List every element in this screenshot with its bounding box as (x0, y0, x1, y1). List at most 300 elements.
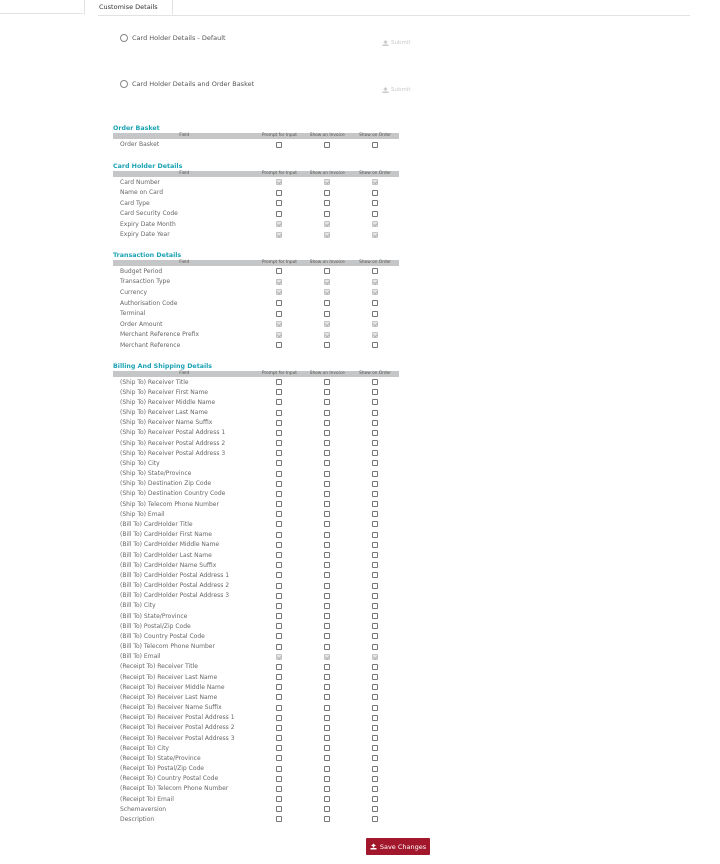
invoice-checkbox (324, 232, 330, 238)
option-with-basket[interactable] (120, 80, 254, 88)
invoice-checkbox (324, 221, 330, 227)
invoice-checkbox[interactable] (324, 389, 330, 395)
prompt-checkbox[interactable] (276, 735, 282, 741)
order-checkbox[interactable] (372, 623, 378, 629)
cell-prompt (256, 221, 304, 227)
column-header-invoice: Show on Invoice (309, 260, 345, 265)
option-default-label: Card Holder Details - Default (132, 34, 226, 42)
prompt-checkbox[interactable] (276, 552, 282, 558)
prompt-checkbox[interactable] (276, 684, 282, 690)
invoice-checkbox[interactable] (324, 552, 330, 558)
order-checkbox[interactable] (372, 389, 378, 395)
invoice-checkbox[interactable] (324, 674, 330, 680)
field-label: (Bill To) CardHolder Middle Name (120, 541, 220, 549)
invoice-checkbox[interactable] (324, 644, 330, 650)
invoice-checkbox[interactable] (324, 694, 330, 700)
prompt-checkbox[interactable] (276, 450, 282, 456)
invoice-checkbox[interactable] (324, 603, 330, 609)
order-checkbox[interactable] (372, 552, 378, 558)
cell-order (351, 471, 399, 477)
invoice-checkbox[interactable] (324, 613, 330, 619)
table-row (113, 298, 399, 309)
order-checkbox[interactable] (372, 460, 378, 466)
prompt-checkbox[interactable] (276, 664, 282, 670)
cell-prompt (256, 450, 304, 456)
order-checkbox[interactable] (372, 572, 378, 578)
field-label: Name on Card (120, 189, 164, 197)
table-row (113, 499, 399, 509)
prompt-checkbox[interactable] (276, 420, 282, 426)
order-checkbox[interactable] (372, 755, 378, 761)
cell-prompt (256, 332, 304, 338)
order-checkbox[interactable] (372, 300, 378, 306)
order-checkbox[interactable] (372, 664, 378, 670)
cell-prompt (256, 232, 304, 238)
cell-order (351, 644, 399, 650)
field-label: Schemaversion (120, 805, 167, 813)
cell-order (351, 583, 399, 589)
invoice-checkbox[interactable] (324, 491, 330, 497)
tab-customise-details[interactable]: Customise Details (84, 0, 173, 15)
order-checkbox[interactable] (372, 786, 378, 792)
cell-invoice (303, 279, 351, 285)
table-row (113, 198, 399, 209)
table-row (113, 804, 399, 814)
invoice-checkbox[interactable] (324, 684, 330, 690)
field-label: (Ship To) Receiver Title (120, 378, 189, 386)
prompt-checkbox[interactable] (276, 583, 282, 589)
order-checkbox[interactable] (372, 440, 378, 446)
radio-with-basket[interactable] (120, 80, 128, 88)
prompt-checkbox[interactable] (276, 715, 282, 721)
prompt-checkbox[interactable] (276, 511, 282, 517)
prompt-checkbox[interactable] (276, 430, 282, 436)
cell-order (351, 289, 399, 295)
field-label: Currency (120, 288, 148, 296)
section-title: Billing And Shipping Details (113, 363, 213, 370)
table-row (113, 266, 399, 277)
invoice-checkbox[interactable] (324, 342, 330, 348)
order-checkbox (372, 279, 378, 285)
order-checkbox (372, 221, 378, 227)
prompt-checkbox[interactable] (276, 440, 282, 446)
order-checkbox[interactable] (372, 613, 378, 619)
order-checkbox[interactable] (372, 511, 378, 517)
cell-order (351, 542, 399, 548)
order-checkbox[interactable] (372, 190, 378, 196)
table-header (113, 371, 399, 377)
order-checkbox[interactable] (372, 674, 378, 680)
order-checkbox[interactable] (372, 715, 378, 721)
prompt-checkbox[interactable] (276, 501, 282, 507)
cell-invoice (303, 542, 351, 548)
prompt-checkbox[interactable] (276, 745, 282, 751)
order-checkbox[interactable] (372, 806, 378, 812)
field-label: (Ship To) Destination Zip Code (120, 480, 212, 488)
prompt-checkbox[interactable] (276, 603, 282, 609)
order-checkbox[interactable] (372, 211, 378, 217)
order-checkbox[interactable] (372, 776, 378, 782)
invoice-checkbox[interactable] (324, 200, 330, 206)
table-row (113, 230, 399, 241)
invoice-checkbox[interactable] (324, 633, 330, 639)
order-checkbox[interactable] (372, 796, 378, 802)
field-label: Expiry Date Year (120, 231, 170, 239)
invoice-checkbox[interactable] (324, 410, 330, 416)
cell-order (351, 190, 399, 196)
column-header-field: Field (179, 371, 190, 376)
submit-button-with-basket[interactable] (382, 87, 411, 93)
cell-prompt (256, 684, 304, 690)
order-checkbox[interactable] (372, 735, 378, 741)
invoice-checkbox[interactable] (324, 725, 330, 731)
cell-prompt (256, 745, 304, 751)
prompt-checkbox[interactable] (276, 399, 282, 405)
order-checkbox[interactable] (372, 532, 378, 538)
order-checkbox (372, 289, 378, 295)
cell-order (351, 786, 399, 792)
invoice-checkbox[interactable] (324, 311, 330, 317)
prompt-checkbox[interactable] (276, 623, 282, 629)
table-row (113, 682, 399, 692)
cell-invoice (303, 511, 351, 517)
invoice-checkbox[interactable] (324, 399, 330, 405)
prompt-checkbox[interactable] (276, 379, 282, 385)
field-label: (Ship To) Receiver Postal Address 2 (120, 439, 226, 447)
invoice-checkbox[interactable] (324, 715, 330, 721)
cell-prompt (256, 593, 304, 599)
column-header-order: Show on Order (359, 133, 392, 138)
order-checkbox[interactable] (372, 481, 378, 487)
save-changes-button[interactable] (366, 838, 430, 855)
prompt-checkbox[interactable] (276, 593, 282, 599)
order-checkbox[interactable] (372, 705, 378, 711)
table-row (113, 560, 399, 570)
order-checkbox[interactable] (372, 583, 378, 589)
table-row (113, 139, 399, 150)
prompt-checkbox[interactable] (276, 572, 282, 578)
prompt-checkbox[interactable] (276, 142, 282, 148)
invoice-checkbox (324, 289, 330, 295)
order-checkbox[interactable] (372, 766, 378, 772)
invoice-checkbox[interactable] (324, 300, 330, 306)
prompt-checkbox[interactable] (276, 211, 282, 217)
invoice-checkbox[interactable] (324, 776, 330, 782)
cell-order (351, 300, 399, 306)
prompt-checkbox[interactable] (276, 190, 282, 196)
invoice-checkbox[interactable] (324, 532, 330, 538)
cell-order (351, 491, 399, 497)
prompt-checkbox[interactable] (276, 613, 282, 619)
order-checkbox[interactable] (372, 200, 378, 206)
prompt-checkbox[interactable] (276, 633, 282, 639)
prompt-checkbox[interactable] (276, 766, 282, 772)
table-row (113, 662, 399, 672)
invoice-checkbox[interactable] (324, 796, 330, 802)
cell-invoice (303, 342, 351, 348)
table-row (113, 377, 399, 387)
table-row (113, 219, 399, 230)
column-header-invoice: Show on Invoice (309, 171, 345, 176)
order-checkbox[interactable] (372, 725, 378, 731)
cell-invoice (303, 268, 351, 274)
order-checkbox[interactable] (372, 816, 378, 822)
cell-order (351, 613, 399, 619)
order-checkbox[interactable] (372, 420, 378, 426)
option-default[interactable] (120, 34, 226, 42)
table-row (113, 458, 399, 468)
order-checkbox[interactable] (372, 491, 378, 497)
table-row (113, 330, 399, 341)
order-checkbox[interactable] (372, 684, 378, 690)
cell-order (351, 211, 399, 217)
table-row (113, 794, 399, 804)
invoice-checkbox[interactable] (324, 572, 330, 578)
field-label: Expiry Date Month (120, 220, 176, 228)
cell-prompt (256, 766, 304, 772)
table-row (113, 621, 399, 631)
column-header-field: Field (179, 133, 190, 138)
cell-order (351, 816, 399, 822)
cell-prompt (256, 725, 304, 731)
cell-prompt (256, 200, 304, 206)
invoice-checkbox[interactable] (324, 583, 330, 589)
prompt-checkbox[interactable] (276, 542, 282, 548)
invoice-checkbox (324, 279, 330, 285)
order-checkbox[interactable] (372, 501, 378, 507)
cell-order (351, 532, 399, 538)
table-row (113, 743, 399, 753)
invoice-checkbox[interactable] (324, 664, 330, 670)
cell-prompt (256, 279, 304, 285)
field-label: Card Type (120, 199, 150, 207)
prompt-checkbox[interactable] (276, 389, 282, 395)
table-row (113, 308, 399, 319)
cell-prompt (256, 705, 304, 711)
save-changes-label: Save Changes (379, 842, 427, 851)
prompt-checkbox[interactable] (276, 776, 282, 782)
order-checkbox[interactable] (372, 268, 378, 274)
prompt-checkbox (276, 221, 282, 227)
invoice-checkbox[interactable] (324, 745, 330, 751)
field-label: (Receipt To) Receiver Postal Address 2 (120, 724, 235, 732)
cell-prompt (256, 715, 304, 721)
prompt-checkbox[interactable] (276, 694, 282, 700)
prompt-checkbox[interactable] (276, 491, 282, 497)
column-header-invoice: Show on Invoice (309, 371, 345, 376)
prompt-checkbox[interactable] (276, 816, 282, 822)
order-checkbox[interactable] (372, 603, 378, 609)
prompt-checkbox[interactable] (276, 786, 282, 792)
order-checkbox[interactable] (372, 379, 378, 385)
table-row (113, 733, 399, 743)
upload-icon (382, 40, 389, 46)
invoice-checkbox[interactable] (324, 440, 330, 446)
column-header-prompt: Prompt for Input (261, 260, 297, 265)
cell-order (351, 399, 399, 405)
prompt-checkbox[interactable] (276, 644, 282, 650)
submit-label: Submit (391, 87, 411, 93)
prompt-checkbox[interactable] (276, 674, 282, 680)
prompt-checkbox[interactable] (276, 725, 282, 731)
invoice-checkbox[interactable] (324, 142, 330, 148)
field-label: Description (120, 815, 155, 823)
field-label: Authorisation Code (120, 299, 178, 307)
cell-prompt (256, 481, 304, 487)
field-label: (Bill To) CardHolder Title (120, 520, 193, 528)
prompt-checkbox[interactable] (276, 268, 282, 274)
invoice-checkbox[interactable] (324, 542, 330, 548)
table-row (113, 774, 399, 784)
invoice-checkbox[interactable] (324, 766, 330, 772)
field-label: (Bill To) CardHolder Last Name (120, 551, 212, 559)
cell-invoice (303, 501, 351, 507)
order-checkbox[interactable] (372, 562, 378, 568)
cell-prompt (256, 300, 304, 306)
column-header-field: Field (179, 171, 190, 176)
table-row (113, 631, 399, 641)
prompt-checkbox[interactable] (276, 311, 282, 317)
cell-order (351, 420, 399, 426)
invoice-checkbox[interactable] (324, 816, 330, 822)
invoice-checkbox[interactable] (324, 623, 330, 629)
field-label: (Ship To) State/Province (120, 470, 192, 478)
cell-order (351, 694, 399, 700)
table-header (113, 260, 399, 266)
cell-invoice (303, 725, 351, 731)
order-checkbox[interactable] (372, 694, 378, 700)
cell-order (351, 705, 399, 711)
cell-invoice (303, 440, 351, 446)
field-label: (Receipt To) Receiver Postal Address 3 (120, 734, 235, 742)
invoice-checkbox[interactable] (324, 705, 330, 711)
order-checkbox[interactable] (372, 745, 378, 751)
order-checkbox[interactable] (372, 633, 378, 639)
table-row (113, 209, 399, 220)
option-with-basket-label: Card Holder Details and Order Basket (132, 80, 255, 88)
prompt-checkbox[interactable] (276, 342, 282, 348)
order-checkbox[interactable] (372, 142, 378, 148)
prompt-checkbox[interactable] (276, 481, 282, 487)
invoice-checkbox[interactable] (324, 379, 330, 385)
table-row (113, 340, 399, 351)
order-checkbox[interactable] (372, 410, 378, 416)
prompt-checkbox[interactable] (276, 705, 282, 711)
invoice-checkbox[interactable] (324, 786, 330, 792)
order-checkbox[interactable] (372, 644, 378, 650)
invoice-checkbox[interactable] (324, 806, 330, 812)
invoice-checkbox[interactable] (324, 755, 330, 761)
invoice-checkbox[interactable] (324, 430, 330, 436)
cell-prompt (256, 521, 304, 527)
invoice-checkbox[interactable] (324, 460, 330, 466)
prompt-checkbox[interactable] (276, 796, 282, 802)
field-label: (Receipt To) Country Postal Code (120, 775, 219, 783)
invoice-checkbox (324, 179, 330, 185)
cell-prompt (256, 511, 304, 517)
cell-prompt (256, 786, 304, 792)
table-row (113, 753, 399, 763)
order-checkbox[interactable] (372, 311, 378, 317)
prompt-checkbox[interactable] (276, 460, 282, 466)
invoice-checkbox[interactable] (324, 735, 330, 741)
cell-prompt (256, 420, 304, 426)
order-checkbox[interactable] (372, 471, 378, 477)
table-row (113, 550, 399, 560)
cell-invoice (303, 613, 351, 619)
prompt-checkbox[interactable] (276, 410, 282, 416)
order-checkbox[interactable] (372, 521, 378, 527)
invoice-checkbox[interactable] (324, 511, 330, 517)
cell-prompt (256, 389, 304, 395)
table-row (113, 580, 399, 590)
order-checkbox[interactable] (372, 593, 378, 599)
prompt-checkbox[interactable] (276, 521, 282, 527)
prompt-checkbox[interactable] (276, 300, 282, 306)
field-label: Card Security Code (120, 210, 178, 218)
submit-label: Submit (391, 40, 411, 46)
cell-order (351, 221, 399, 227)
order-checkbox[interactable] (372, 542, 378, 548)
table-row (113, 784, 399, 794)
prompt-checkbox (276, 321, 282, 327)
cell-prompt (256, 552, 304, 558)
invoice-checkbox[interactable] (324, 211, 330, 217)
cell-order (351, 279, 399, 285)
prompt-checkbox[interactable] (276, 806, 282, 812)
cell-order (351, 806, 399, 812)
prompt-checkbox[interactable] (276, 755, 282, 761)
cell-prompt (256, 755, 304, 761)
invoice-checkbox[interactable] (324, 593, 330, 599)
invoice-checkbox[interactable] (324, 268, 330, 274)
invoice-checkbox[interactable] (324, 562, 330, 568)
cell-order (351, 572, 399, 578)
invoice-checkbox[interactable] (324, 501, 330, 507)
prompt-checkbox[interactable] (276, 532, 282, 538)
cell-order (351, 521, 399, 527)
cell-prompt (256, 694, 304, 700)
order-checkbox[interactable] (372, 342, 378, 348)
order-checkbox[interactable] (372, 399, 378, 405)
field-label: (Receipt To) City (120, 744, 169, 752)
prompt-checkbox[interactable] (276, 562, 282, 568)
invoice-checkbox[interactable] (324, 481, 330, 487)
order-checkbox[interactable] (372, 450, 378, 456)
table-row (113, 469, 399, 479)
table-row (113, 703, 399, 713)
invoice-checkbox[interactable] (324, 471, 330, 477)
invoice-checkbox[interactable] (324, 420, 330, 426)
table-header (113, 171, 399, 177)
order-checkbox[interactable] (372, 430, 378, 436)
field-label: (Receipt To) Receiver Last Name (120, 693, 218, 701)
invoice-checkbox[interactable] (324, 521, 330, 527)
table-row (113, 408, 399, 418)
invoice-checkbox[interactable] (324, 190, 330, 196)
prompt-checkbox[interactable] (276, 471, 282, 477)
cell-order (351, 735, 399, 741)
field-label: (Ship To) Receiver Name Suffix (120, 419, 213, 427)
cell-prompt (256, 342, 304, 348)
cell-prompt (256, 776, 304, 782)
submit-button-default[interactable] (382, 40, 411, 46)
radio-default[interactable] (120, 34, 128, 42)
cell-invoice (303, 521, 351, 527)
prompt-checkbox[interactable] (276, 200, 282, 206)
cell-invoice (303, 684, 351, 690)
invoice-checkbox[interactable] (324, 450, 330, 456)
